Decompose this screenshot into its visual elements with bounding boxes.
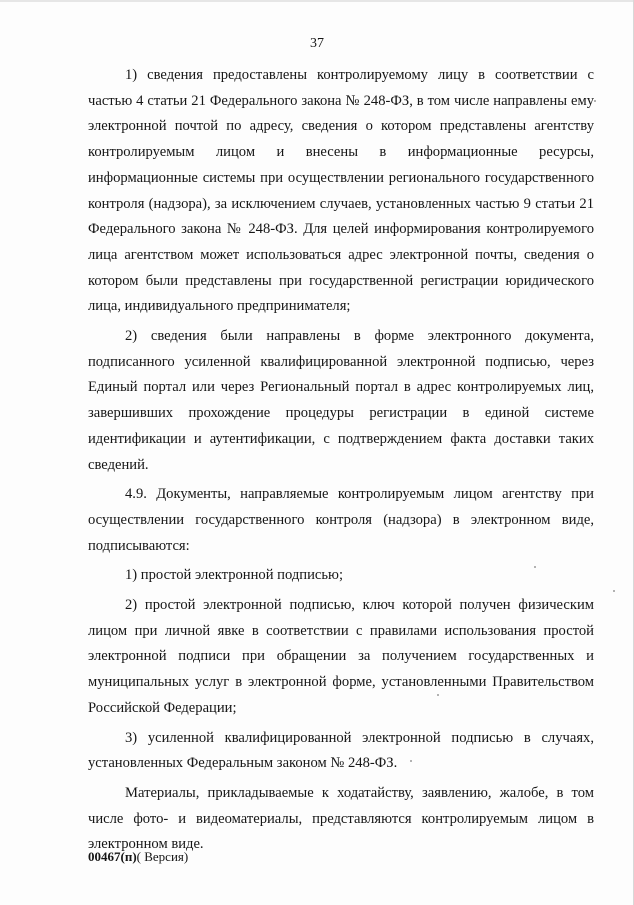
- paragraph-section-4-9: 4.9. Документы, направляемые контролируемым лицом агентству при осуществлении государственного контроля (надзора) в электронном виде, подписываются:: [88, 486, 594, 554]
- paragraph-signature-simple: 1) простой электронной подписью;: [125, 567, 343, 584]
- document-version: ( Версия): [136, 849, 189, 864]
- scan-speck: [410, 760, 412, 762]
- scan-edge-top: [0, 0, 634, 2]
- paragraph-item-2: 2) сведения были направлены в форме электронного документа, подписанного усиленной квалифицированной электронной подписью, через Единый портал или через Региональный портал в адрес контролируемых лиц, завершивших прохождение процедуры регистрации в единой системе идентификации и аутентификации, с подтверждением факта доставки таких сведений.: [88, 328, 594, 473]
- page-number: 37: [310, 36, 324, 51]
- paragraph-signature-personal: 2) простой электронной подписью, ключ которой получен физическим лицом при личной явке в соответствии с правилами использования простой электронной подписи при обращении за получением государственных и муниципальных услуг в электронной форме, установленными Правительством Российской Федерации;: [88, 597, 594, 716]
- scan-speck: [613, 590, 615, 592]
- paragraph-item-1: 1) сведения предоставлены контролируемому лицу в соответствии с частью 4 статьи 21 Федерального закона № 248-ФЗ, в том числе направлены ему электронной почтой по адресу, сведения о котором представлены агентству контролируемым лицом и внесены в информационные ресурсы, информационные системы при осуществлении регионального государственного контроля (надзора), за исключением случаев, установленных частью 9 статьи 21 Федерального закона № 248-ФЗ. Для целей информирования контролируемого лица агентством может использоваться адрес электронной почты, сведения о котором были представлены при государственной регистрации юридического лица, индивидуального предпринимателя;: [88, 67, 594, 315]
- scan-speck: [534, 566, 536, 568]
- document-footer: [88, 849, 188, 865]
- paragraph-signature-qualified: 3) усиленной квалифицированной электронной подписью в случаях, установленных Федеральным законом № 248-ФЗ.: [88, 729, 594, 772]
- scan-speck: [437, 694, 439, 696]
- scan-speck: [594, 100, 596, 102]
- paragraph-materials: Материалы, прикладываемые к ходатайству, заявлению, жалобе, в том числе фото- и видеоматериалы, представляются контролируемым лицом в электронном виде.: [88, 784, 594, 853]
- document-code: 00467(п): [88, 849, 137, 864]
- document-body: [88, 63, 594, 858]
